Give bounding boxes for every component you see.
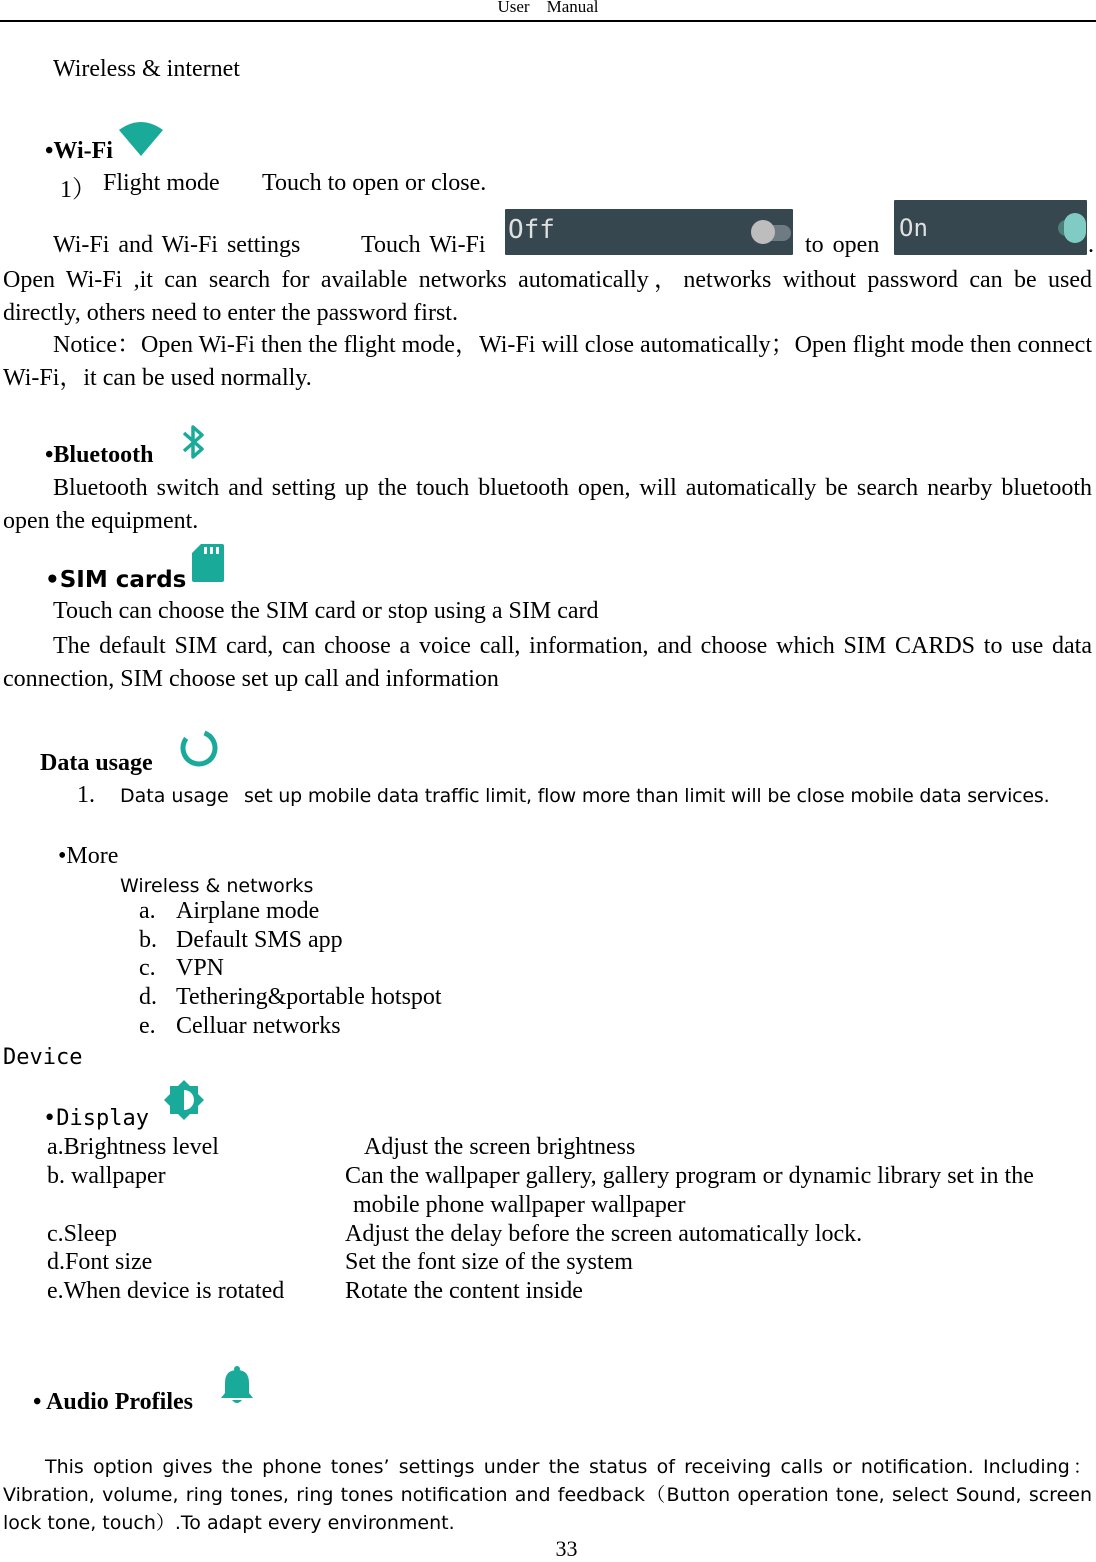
display-row-desc: Can the wallpaper gallery, gallery program or dynamic library set in the bbox=[345, 1163, 1034, 1189]
display-row-label: a.Brightness level bbox=[47, 1134, 219, 1160]
display-row-label: d.Font size bbox=[47, 1249, 153, 1275]
bluetooth-icon bbox=[178, 421, 208, 463]
wifi-para: Open Wi-Fi ,it can search for available networks automatically，networks without password can be used directly, others need to enter the password first. bbox=[3, 267, 1092, 326]
more-item-label: Default SMS app bbox=[176, 927, 343, 953]
wifi-notice: Notice：Open Wi-Fi then the flight mode，Wi-Fi will close automatically；Open flight mode then connect Wi-Fi，it can be used normally. bbox=[3, 332, 1092, 391]
wifi-line-d: . bbox=[1088, 232, 1094, 258]
display-row-desc-cont: mobile phone wallpaper wallpaper bbox=[353, 1192, 686, 1218]
more-item-label: Airplane mode bbox=[176, 898, 320, 924]
more-item-marker: a. bbox=[139, 898, 156, 924]
more-subheading: Wireless & networks bbox=[120, 875, 314, 897]
section-title: Wireless & internet bbox=[53, 56, 240, 82]
bluetooth-para: Bluetooth switch and setting up the touch bluetooth open, will automatically be search nearby bluetooth open the equipment. bbox=[3, 475, 1092, 534]
data-usage-icon bbox=[178, 727, 220, 769]
display-row-label: c.Sleep bbox=[47, 1221, 117, 1247]
page-number: 33 bbox=[555, 1536, 578, 1561]
display-heading: •Display bbox=[43, 1106, 149, 1131]
toggle-off-knob bbox=[751, 220, 775, 244]
display-row-desc: Adjust the delay before the screen automatically lock. bbox=[345, 1221, 863, 1247]
toggle-on-knob bbox=[1064, 213, 1086, 243]
wifi-toggle-off[interactable] bbox=[505, 209, 793, 255]
data-usage-item-num: 1. bbox=[77, 782, 95, 808]
sim-card-icon bbox=[191, 543, 225, 583]
more-item-label: Celluar networks bbox=[176, 1013, 341, 1039]
display-row-desc: Rotate the content inside bbox=[345, 1278, 583, 1304]
wifi-icon bbox=[117, 120, 165, 158]
more-heading: •More bbox=[58, 843, 119, 869]
more-item-marker: e. bbox=[139, 1013, 156, 1039]
wifi-line-c: to open bbox=[805, 232, 880, 258]
display-row-desc: Adjust the screen brightness bbox=[364, 1134, 636, 1160]
data-usage-item-label: Data usage bbox=[120, 785, 229, 807]
display-row-desc: Set the font size of the system bbox=[345, 1249, 633, 1275]
page-header: User Manual bbox=[497, 0, 599, 16]
display-row-label: e.When device is rotated bbox=[47, 1278, 285, 1304]
bluetooth-heading: •Bluetooth bbox=[45, 442, 154, 468]
wifi-item-1-label: Flight mode bbox=[103, 170, 220, 196]
more-item-label: Tethering&portable hotspot bbox=[176, 984, 442, 1010]
wifi-toggle-on[interactable] bbox=[894, 200, 1087, 255]
brightness-icon bbox=[163, 1079, 205, 1121]
toggle-off-label: Off bbox=[508, 215, 555, 245]
more-item-marker: b. bbox=[139, 927, 157, 953]
data-usage-item-desc: set up mobile data traffic limit, flow more than limit will be close mobile data services. bbox=[244, 785, 1050, 807]
wifi-line-b: Touch Wi-Fi bbox=[361, 232, 486, 258]
bell-icon bbox=[219, 1365, 255, 1407]
wifi-heading: •Wi-Fi bbox=[45, 138, 113, 164]
data-usage-heading: Data usage bbox=[40, 750, 153, 776]
audio-para: This option gives the phone tones’ settings under the status of receiving calls or notification. Including：Vibration, volume, ring tones, ring tones notification and feedback（Button operation tone, select Sound, screen lock tone, touch）.To adapt every environment. bbox=[3, 1456, 1092, 1534]
sim-para: The default SIM card, can choose a voice call, information, and choose which SIM CARDS to use data connection, SIM choose set up call and information bbox=[3, 633, 1092, 692]
more-item-marker: d. bbox=[139, 984, 157, 1010]
wifi-item-1-num: 1） bbox=[60, 177, 96, 203]
more-item-label: VPN bbox=[176, 955, 225, 981]
header-rule bbox=[0, 20, 1096, 22]
wifi-item-1-desc: Touch to open or close. bbox=[262, 170, 487, 196]
toggle-on-label: On bbox=[899, 214, 928, 242]
wifi-line-a: Wi-Fi and Wi-Fi settings bbox=[53, 232, 301, 258]
sim-line: Touch can choose the SIM card or stop using a SIM card bbox=[53, 598, 599, 624]
more-item-marker: c. bbox=[139, 955, 156, 981]
display-row-label: b. wallpaper bbox=[47, 1163, 166, 1189]
device-heading: Device bbox=[3, 1045, 83, 1070]
audio-heading: • Audio Profiles bbox=[33, 1389, 193, 1415]
sim-heading: •SIM cards bbox=[45, 567, 187, 593]
